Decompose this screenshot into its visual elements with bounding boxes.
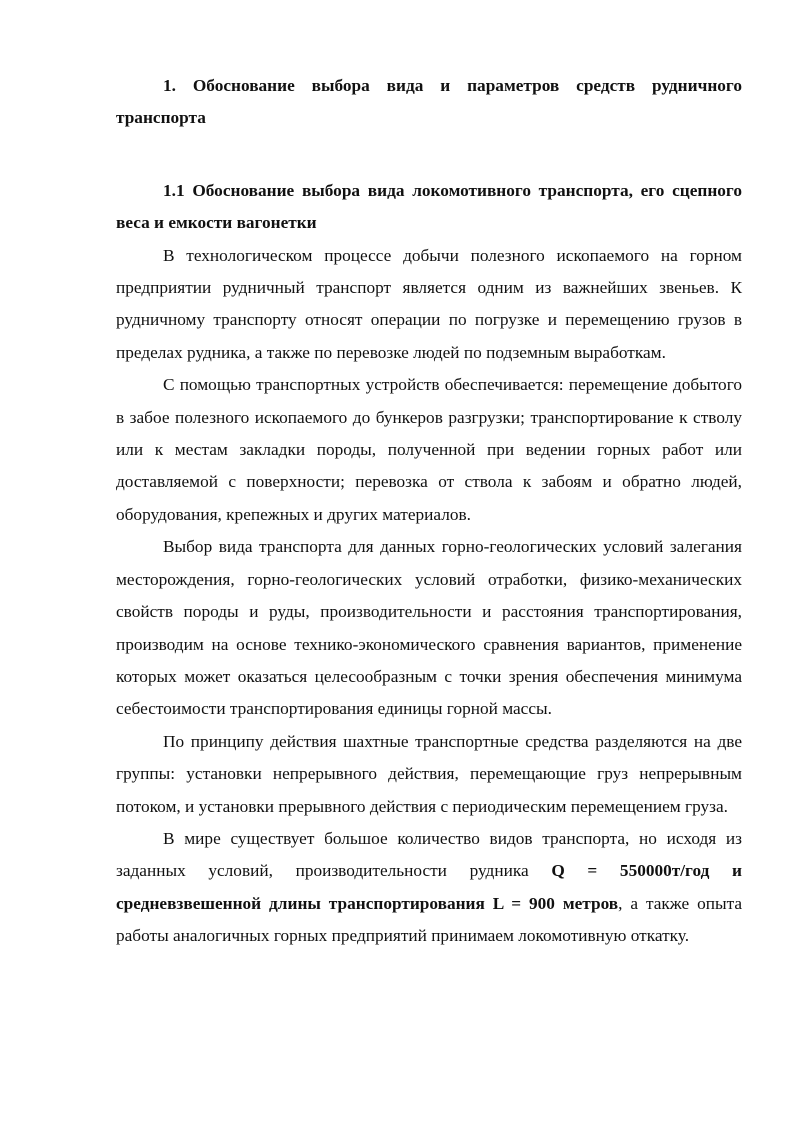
subsection-heading: 1.1 Обоснование выбора вида локомотивного транспорта, его сцепного веса и емкости вагонетки <box>116 180 742 233</box>
section-heading: 1. Обоснование выбора вида и параметров средств рудничного транспорта <box>116 76 742 128</box>
paragraph-conclusion <box>116 823 742 953</box>
conclusion-text-start: В мире существует большое количество видов транспорта, но исходя из заданных условий, производительности рудника <box>116 828 742 881</box>
paragraph-transport-role: В технологическом процессе добычи полезного ископаемого на горном предприятии рудничный транспорт является одним из важнейших звеньев. К рудничному транспорту относят операции по погрузке и перемещению грузов в пределах рудника, а также по перевозке людей по подземным выработкам. <box>116 245 742 362</box>
conclusion-text-end: , а также опыта работы аналогичных горных предприятий принимаем локомотивную откатку. <box>116 893 742 946</box>
paragraph-transport-groups: По принципу действия шахтные транспортные средства разделяются на две группы: установки непрерывного действия, перемещающие груз непрерывным потоком, и установки прерывного действия с периодическим перемещением груза. <box>116 731 742 816</box>
conclusion-bold-parameters: Q = 550000т/год и средневзвешенной длины транспортирования L = 900 метров <box>116 861 742 913</box>
paragraph-transport-devices: С помощью транспортных устройств обеспечивается: перемещение добытого в забое полезного ископаемого до бункеров разгрузки; транспортирование к стволу или к местам закладки породы, полученной при ведении горных работ или доставляемой с поверхности; перевозка от ствола к забоям и обратно людей, оборудования, крепежных и других материалов. <box>116 375 742 524</box>
paragraph-transport-choice: Выбор вида транспорта для данных горно-геологических условий залегания месторождения, горно-геологических условий отработки, физико-механических свойств породы и руды, производительности и расстояния транспортирования, производим на основе технико-экономического сравнения вариантов, применение которых может оказаться целесообразным с точки зрения обеспечения минимума себестоимости транспортирования единицы горной массы. <box>116 537 742 719</box>
document-page <box>116 70 742 953</box>
